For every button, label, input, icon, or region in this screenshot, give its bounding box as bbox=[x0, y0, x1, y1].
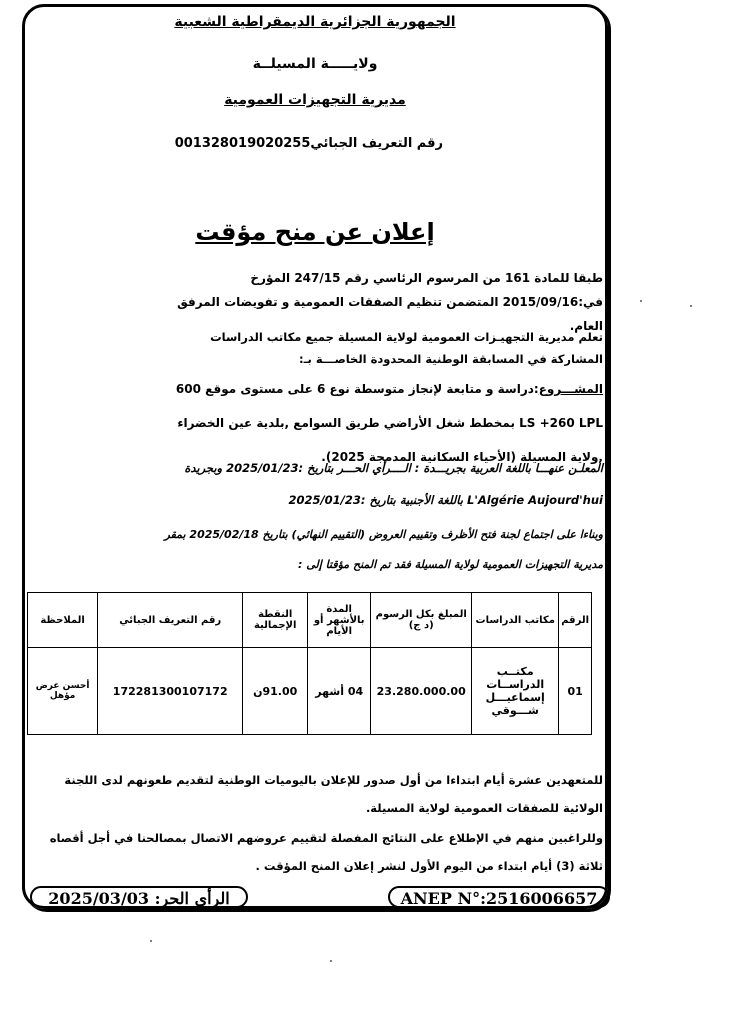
notice-title: إعلان عن منح مؤقت bbox=[195, 218, 435, 246]
announcement-intro: تعلم مديرية التجهيـزات العمومية لولاية المسيلة جميع مكاتب الدراسات المشاركة في المسابقة الوطنية المحدودة الخاصـــة بـ: bbox=[210, 330, 603, 366]
scan-speck bbox=[690, 305, 692, 307]
remark: أحسن عرض مؤهل bbox=[28, 648, 98, 735]
wilaya-heading: ولايـــــة المسيلــة bbox=[252, 56, 378, 72]
score: 91.00ن bbox=[243, 648, 308, 735]
legal-reference: طبقا للمادة 161 من المرسوم الرئاسي رقم 247/15 المؤرخ في:2015/09/16 المتضمن تنظيم الصفقات العمومية و تفويضات المرفق العام. bbox=[177, 271, 603, 333]
header-cell: الرقم bbox=[559, 593, 592, 648]
scan-speck bbox=[150, 940, 152, 942]
tax-id: رقم التعريف الجبائي001328019020255 bbox=[174, 136, 443, 151]
scan-speck bbox=[330, 960, 332, 962]
project-text: :دراسة و متابعة لإنجاز متوسطة نوع 6 على مستوى موقع 600 LS +260 LPL بمخطط شغل الأراضي طريق السوامع ,بلدية عين الخضراء ,ولاية المسيلة (الأحياء السكانية المدمجة 2025). bbox=[175, 382, 603, 464]
duration: 04 أشهر bbox=[308, 648, 371, 735]
directorate-heading: مديرية التجهيزات العمومية bbox=[224, 92, 406, 108]
table-header-row bbox=[28, 593, 592, 648]
header-cell: مكاتب الدراسات bbox=[472, 593, 559, 648]
award-table bbox=[27, 592, 592, 735]
appeal-notice: للمتعهدين عشرة أيام ابتداءا من أول صدور للإعلان باليوميات الوطنية لتقديم طعونهم لدى اللجنة الولائية للصفقات العمومية لولاية المسيلة. bbox=[64, 773, 603, 815]
header-cell: المبلغ بكل الرسوم (د ج) bbox=[371, 593, 472, 648]
amount: 23.280.000.00 bbox=[371, 648, 472, 735]
anep-number: ANEP N°:2516006657 bbox=[388, 886, 610, 908]
tax-id-cell: 172281300107172 bbox=[98, 648, 243, 735]
header-cell: المدة بالأشهر أو الأيام bbox=[308, 593, 371, 648]
header-cell: الملاحظة bbox=[28, 593, 98, 648]
results-notice: وللراغبين منهم في الإطلاع على النتائج المفصلة لتقييم عروضهم الاتصال بمصالحنا في أجل أقصاه ثلاثة (3) أيام ابتداء من اليوم الأول لنشر إعلان المنح المؤقت . bbox=[49, 831, 603, 873]
table-row bbox=[28, 648, 592, 735]
project-label: المشـــروع bbox=[538, 382, 603, 396]
country-heading: الجمهورية الجزائرية الديمقراطية الشعبية bbox=[174, 14, 456, 30]
committee-meeting: وبناءا على اجتماع لجنة فتح الأظرف وتقييم العروض (التقييم النهائي) بتاريخ 2025/02/18 بمقر مديرية التجهيزات العمومية لولاية المسيلة فقد تم المنح مؤقتا إلى : bbox=[164, 528, 603, 571]
header-cell: النقطة الإجمالية bbox=[243, 593, 308, 648]
publication-info: المعلـن عنهـــا باللغة العربية بجريـــدة : الــــرأي الحـــر بتاريخ :2025/01/23 وبجريدة L'Algérie Aujourd'hui باللغة الأجنبية بتاريخ :2025/01/23 bbox=[184, 461, 603, 507]
study-office: مكتــب الدراســات إسماعيـــل شـــوقي bbox=[472, 648, 559, 735]
row-number: 01 bbox=[559, 648, 592, 735]
scan-speck bbox=[640, 300, 642, 302]
newspaper-date: الرأي الحر: 2025/03/03 bbox=[30, 886, 248, 908]
header-cell: رقم التعريف الجبائي bbox=[98, 593, 243, 648]
